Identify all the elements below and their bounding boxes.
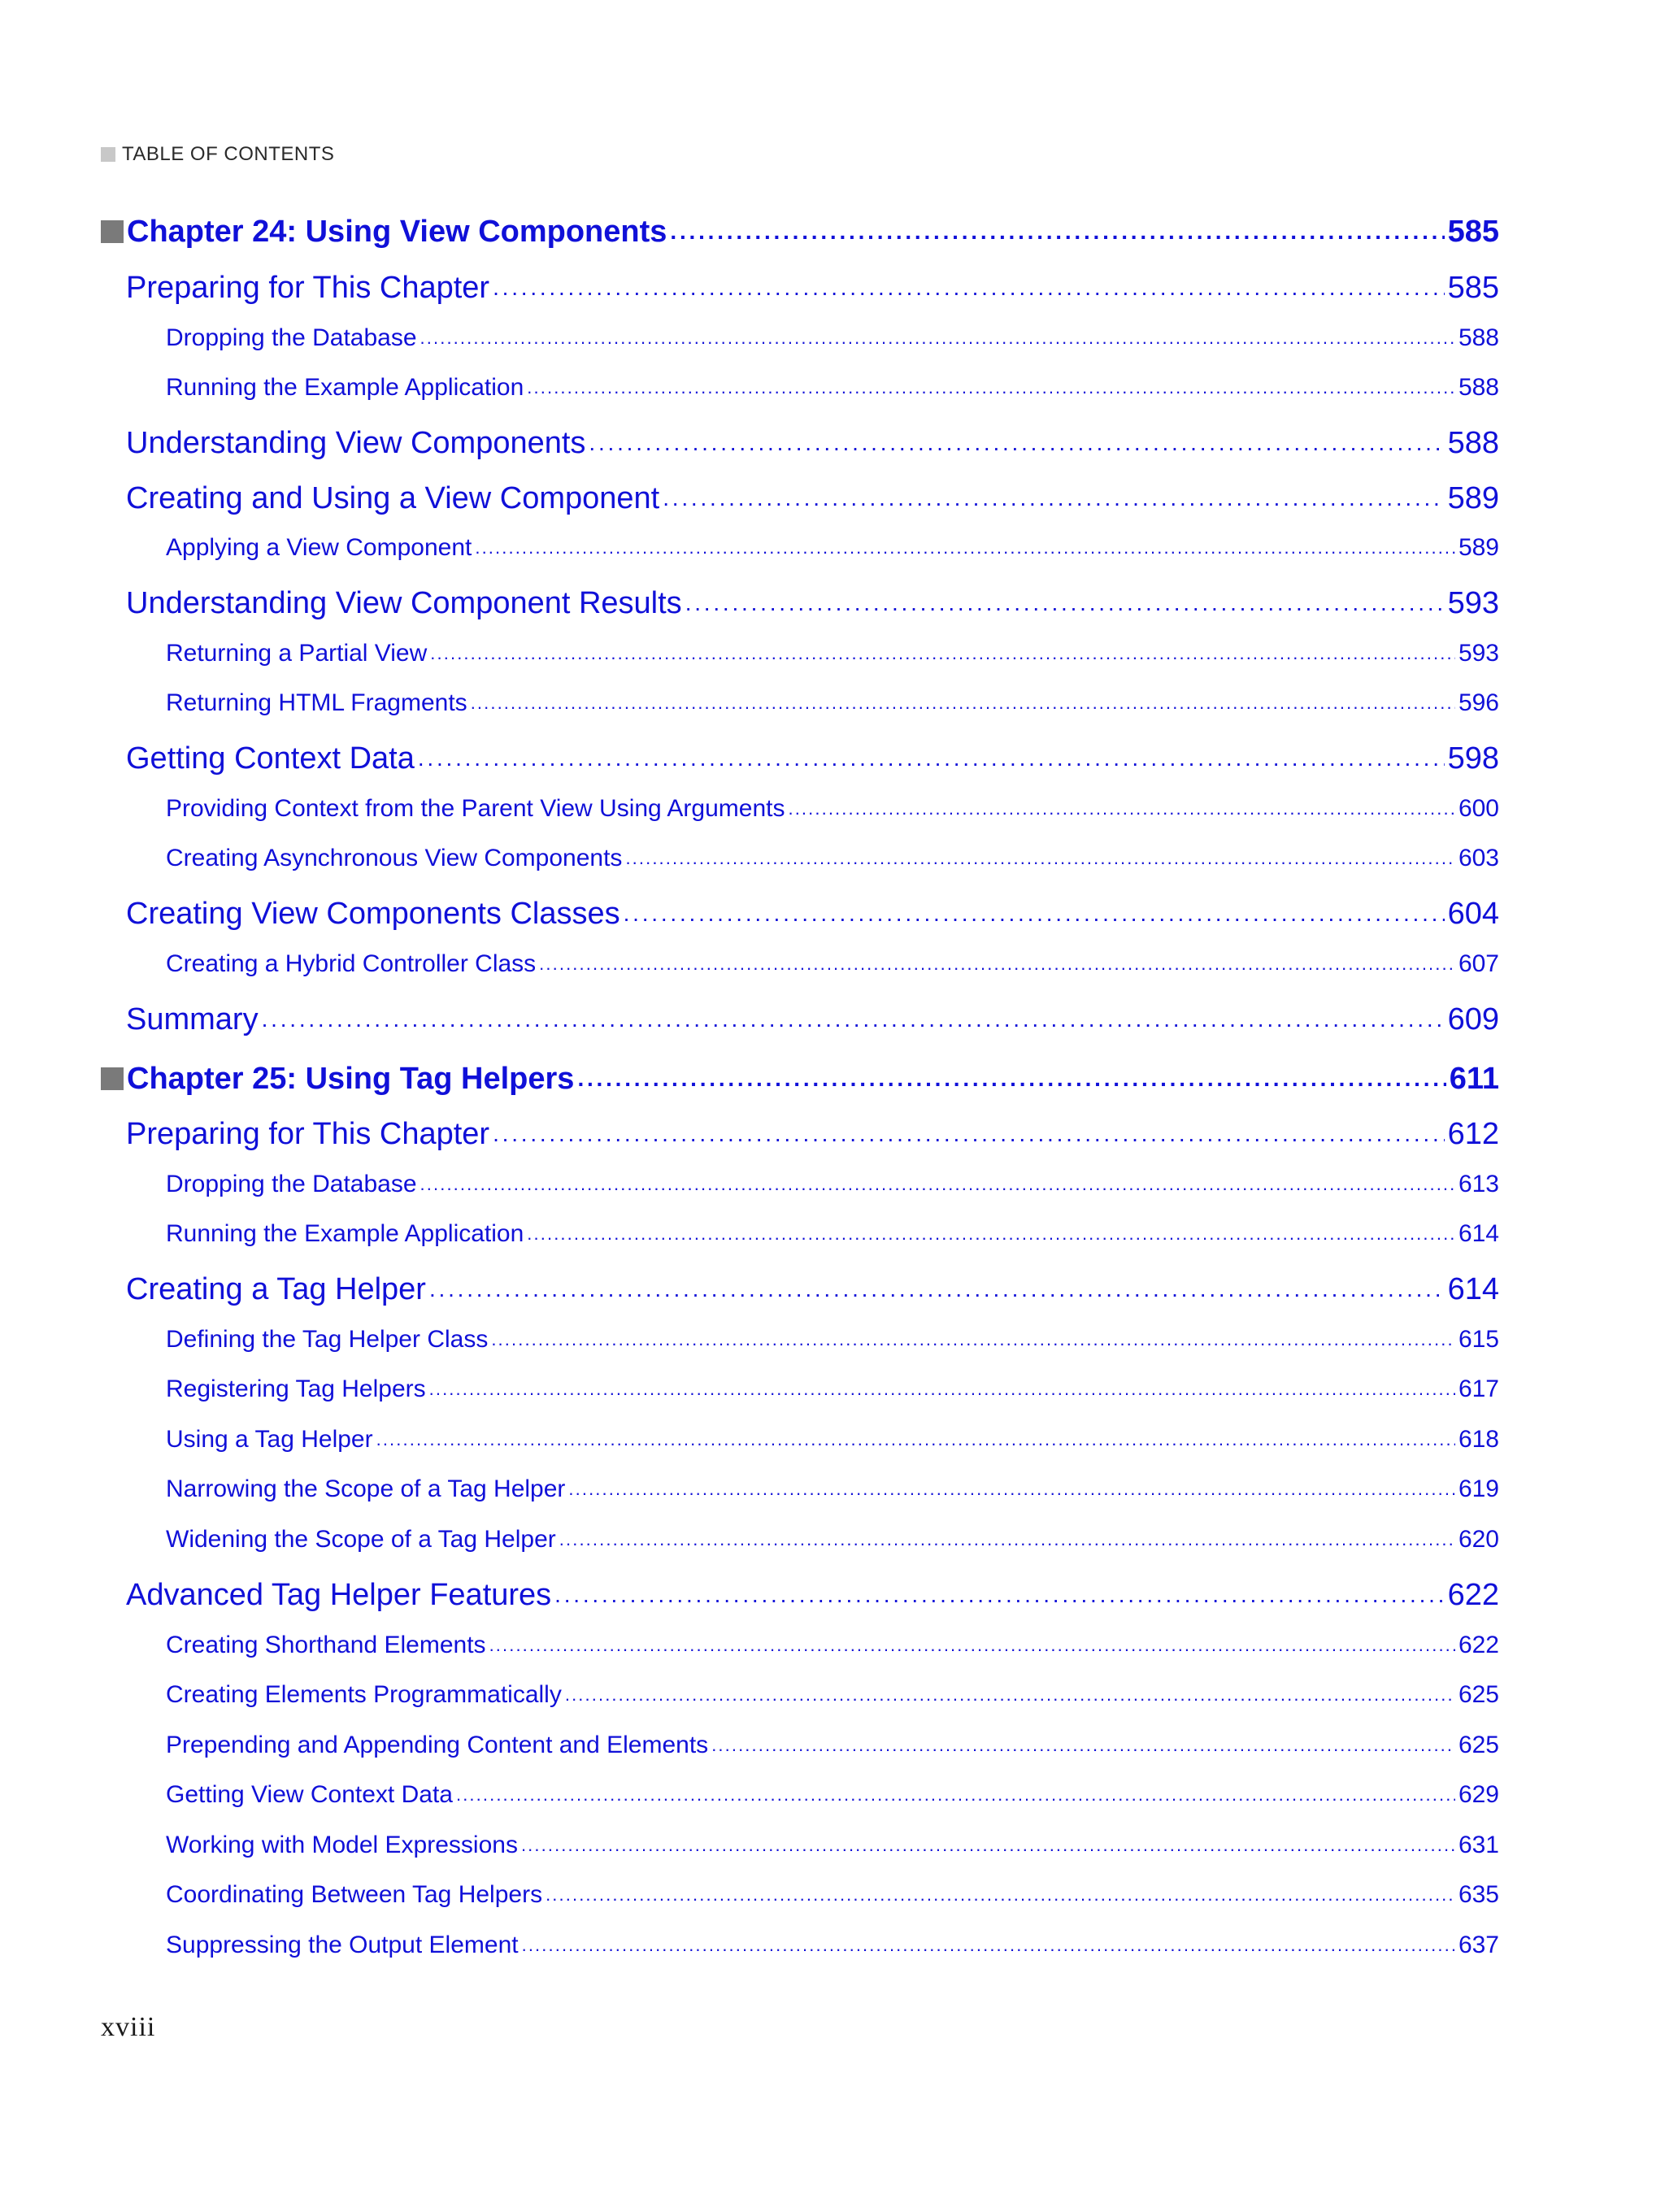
page-number: xviii — [101, 2012, 156, 2042]
dot-leader — [521, 1836, 1455, 1854]
toc-entry-section[interactable] — [126, 266, 1499, 310]
running-header-title: TABLE OF CONTENTS — [122, 143, 335, 165]
dot-leader — [589, 432, 1444, 454]
toc-entry-sub[interactable] — [166, 837, 1499, 880]
toc-entry-chapter[interactable] — [101, 210, 1499, 254]
toc-entry-page: 622 — [1447, 1577, 1499, 1612]
toc-entry-page: 614 — [1458, 1220, 1499, 1247]
toc-entry-page: 588 — [1458, 324, 1499, 351]
toc-entry-section[interactable] — [126, 1267, 1499, 1311]
dot-leader — [429, 1380, 1455, 1398]
dot-leader — [625, 850, 1455, 867]
toc-entry-sub[interactable] — [166, 1923, 1499, 1967]
toc-entry-title: Creating Shorthand Elements — [166, 1632, 486, 1658]
toc-entry-page: 629 — [1458, 1781, 1499, 1808]
toc-entry-page: 585 — [1447, 270, 1499, 305]
toc-entry-title: Preparing for This Chapter — [126, 1116, 490, 1151]
dot-leader — [527, 379, 1455, 397]
toc-entry-page: 589 — [1458, 534, 1499, 561]
toc-entry-page: 598 — [1447, 741, 1499, 776]
toc-entry-title: Preparing for This Chapter — [126, 270, 490, 305]
chapter-marker-icon — [101, 220, 124, 243]
toc-entry-title: Suppressing the Output Element — [166, 1932, 519, 1958]
dot-leader — [670, 220, 1444, 243]
toc-entry-sub[interactable] — [166, 1773, 1499, 1817]
toc-entry-title: Dropping the Database — [166, 324, 417, 351]
toc-entry-page: 635 — [1458, 1881, 1499, 1908]
toc-entry-page: 588 — [1447, 425, 1499, 460]
dot-leader — [429, 1278, 1445, 1301]
chapter-marker-icon — [101, 1067, 124, 1090]
toc-entry-section[interactable] — [126, 421, 1499, 465]
dot-leader — [471, 694, 1455, 712]
dot-leader — [711, 1736, 1455, 1754]
toc-entry-page: 604 — [1447, 896, 1499, 931]
toc-entry-page: 609 — [1447, 1002, 1499, 1036]
toc-entry-chapter[interactable] — [101, 1057, 1499, 1101]
toc-entry-title: Chapter 25: Using Tag Helpers — [127, 1061, 575, 1096]
toc-entry-sub[interactable] — [166, 787, 1499, 831]
toc-entry-sub[interactable] — [166, 1623, 1499, 1667]
toc-entry-sub[interactable] — [166, 366, 1499, 410]
dot-leader — [420, 1176, 1455, 1193]
toc-entry-sub[interactable] — [166, 1467, 1499, 1511]
toc-entry-title: Creating Asynchronous View Components — [166, 845, 623, 871]
dot-leader — [788, 800, 1454, 818]
toc-entry-sub[interactable] — [166, 1162, 1499, 1206]
toc-entry-page: 617 — [1458, 1375, 1499, 1402]
dot-leader — [685, 592, 1445, 615]
dot-leader — [527, 1225, 1455, 1243]
toc-entry-title: Dropping the Database — [166, 1171, 417, 1197]
dot-leader — [420, 329, 1455, 347]
dot-leader — [418, 747, 1445, 770]
dot-leader — [663, 487, 1444, 510]
toc-entry-title: Returning HTML Fragments — [166, 689, 467, 716]
toc-entry-page: 620 — [1458, 1526, 1499, 1553]
toc-entry-page: 603 — [1458, 845, 1499, 871]
toc-entry-page: 600 — [1458, 795, 1499, 822]
toc-entry-title: Registering Tag Helpers — [166, 1375, 426, 1402]
toc-entry-title: Creating and Using a View Component — [126, 480, 660, 515]
toc-entry-page: 607 — [1458, 950, 1499, 977]
toc-entry-page: 593 — [1458, 640, 1499, 667]
toc-entry-page: 622 — [1458, 1632, 1499, 1658]
toc-entry-title: Running the Example Application — [166, 1220, 524, 1247]
toc-entry-page: 625 — [1458, 1681, 1499, 1708]
dot-leader — [539, 955, 1455, 973]
toc-entry-title: Creating a Tag Helper — [126, 1271, 426, 1306]
dot-leader — [430, 645, 1455, 663]
toc-entry-sub[interactable] — [166, 1673, 1499, 1717]
toc-entry-title: Summary — [126, 1002, 259, 1036]
dot-leader — [546, 1886, 1455, 1904]
dot-leader — [475, 539, 1455, 557]
toc-entry-section[interactable] — [126, 581, 1499, 625]
toc-entry-title: Coordinating Between Tag Helpers — [166, 1881, 543, 1908]
toc-entry-title: Creating a Hybrid Controller Class — [166, 950, 537, 977]
dot-leader — [565, 1686, 1455, 1704]
toc-entry-title: Returning a Partial View — [166, 640, 428, 667]
toc-entry-page: 618 — [1458, 1426, 1499, 1453]
toc-entry-sub[interactable] — [166, 1873, 1499, 1917]
toc-entry-page: 589 — [1447, 480, 1499, 515]
toc-entry-page: 611 — [1449, 1061, 1499, 1096]
toc-entry-section[interactable] — [126, 1112, 1499, 1156]
toc-entry-section[interactable] — [126, 997, 1499, 1041]
dot-leader — [489, 1636, 1455, 1654]
toc-entry-page: 619 — [1458, 1475, 1499, 1502]
toc-entry-title: Getting View Context Data — [166, 1781, 453, 1808]
toc-entry-title: Using a Tag Helper — [166, 1426, 373, 1453]
toc-entry-section[interactable] — [126, 1573, 1499, 1617]
dot-leader — [554, 1584, 1444, 1606]
toc-entry-sub[interactable] — [166, 1318, 1499, 1362]
toc-entry-sub[interactable] — [166, 681, 1499, 725]
toc-entry-section[interactable] — [126, 476, 1499, 520]
dot-leader — [491, 1331, 1455, 1349]
toc-entry-title: Running the Example Application — [166, 374, 524, 401]
toc-entry-title: Applying a View Component — [166, 534, 472, 561]
toc-entry-page: 585 — [1447, 214, 1499, 249]
toc-entry-sub[interactable] — [166, 1367, 1499, 1411]
toc-entry-sub[interactable] — [166, 1518, 1499, 1562]
toc-entry-title: Advanced Tag Helper Features — [126, 1577, 552, 1612]
toc-entry-title: Creating View Components Classes — [126, 896, 620, 931]
toc-entry-page: 615 — [1458, 1326, 1499, 1353]
toc-entry-title: Understanding View Component Results — [126, 585, 682, 620]
toc-entry-title: Creating Elements Programmatically — [166, 1681, 562, 1708]
dot-leader — [522, 1936, 1455, 1954]
toc-entry-page: 596 — [1458, 689, 1499, 716]
dot-leader — [262, 1008, 1445, 1031]
toc-entry-title: Narrowing the Scope of a Tag Helper — [166, 1475, 566, 1502]
toc-entry-title: Widening the Scope of a Tag Helper — [166, 1526, 556, 1553]
toc-entry-title: Getting Context Data — [126, 741, 415, 776]
toc-entry-title: Understanding View Components — [126, 425, 586, 460]
dot-leader — [577, 1067, 1445, 1090]
toc-entry-sub[interactable] — [166, 1418, 1499, 1462]
toc-entry-title: Working with Model Expressions — [166, 1832, 518, 1858]
toc-entry-page: 588 — [1458, 374, 1499, 401]
toc-entry-sub[interactable] — [166, 1212, 1499, 1256]
dot-leader — [624, 902, 1445, 925]
toc-entry-page: 637 — [1458, 1932, 1499, 1958]
toc-entry-page: 631 — [1458, 1832, 1499, 1858]
toc-entry-sub[interactable] — [166, 632, 1499, 676]
dot-leader — [456, 1786, 1455, 1804]
toc-entry-title: Prepending and Appending Content and Elements — [166, 1732, 709, 1758]
toc-entry-title: Providing Context from the Parent View Using Arguments — [166, 795, 785, 822]
toc-entry-sub[interactable] — [166, 1823, 1499, 1867]
dot-leader — [559, 1531, 1455, 1549]
toc-entry-page: 612 — [1447, 1116, 1499, 1151]
dot-leader — [376, 1431, 1455, 1449]
toc-entry-sub[interactable] — [166, 316, 1499, 360]
toc-entry-page: 614 — [1447, 1271, 1499, 1306]
toc-entry-sub[interactable] — [166, 1723, 1499, 1767]
toc-entry-title: Chapter 24: Using View Components — [127, 214, 667, 249]
toc-entry-section[interactable] — [126, 892, 1499, 936]
dot-leader — [493, 1123, 1445, 1145]
toc-entry-sub[interactable] — [166, 942, 1499, 986]
toc-entry-section[interactable] — [126, 737, 1499, 780]
toc-entry-page: 593 — [1447, 585, 1499, 620]
dot-leader — [568, 1480, 1455, 1498]
toc-entry-page: 613 — [1458, 1171, 1499, 1197]
dot-leader — [493, 276, 1445, 299]
toc-entry-page: 625 — [1458, 1732, 1499, 1758]
toc-entry-sub[interactable] — [166, 526, 1499, 570]
toc-entry-title: Defining the Tag Helper Class — [166, 1326, 489, 1353]
